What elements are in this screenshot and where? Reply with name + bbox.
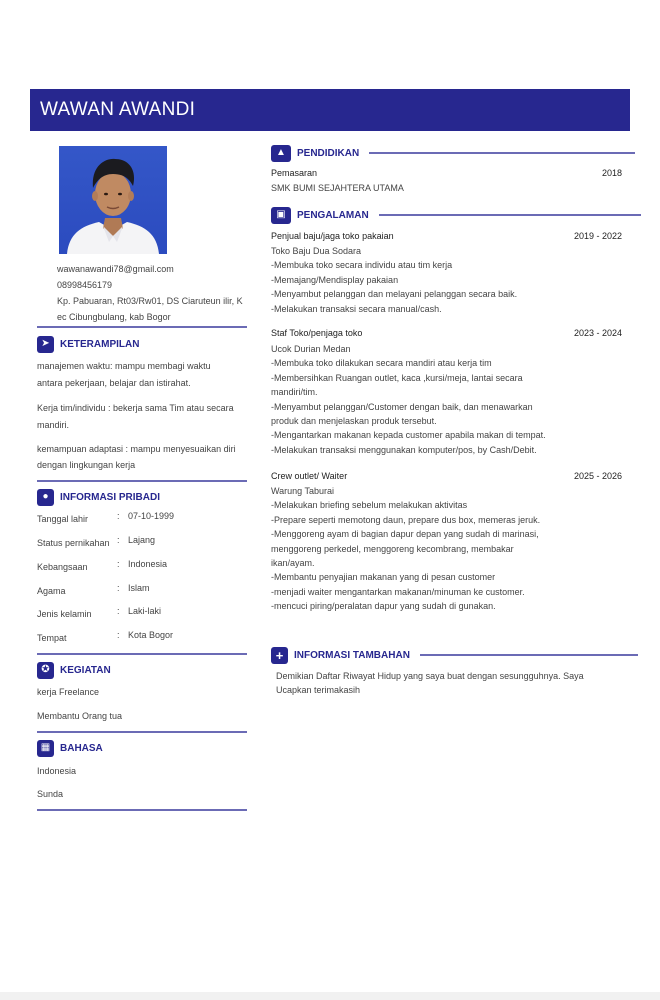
list-item: antara pekerjaan, belajar dan istirahat. [37, 378, 191, 388]
person-portrait-image [59, 146, 167, 254]
divider [37, 326, 247, 328]
job-line: ikan/ayam. [271, 558, 315, 569]
job-line: -Membersihkan Ruangan outlet, kaca ,kursi/meja, lantai secara [271, 372, 523, 383]
job-line: produk dan menjelaskan produk tersebut. [271, 416, 437, 427]
puzzle-icon: ✪ [37, 662, 54, 679]
full-name: WAWAN AWANDI [40, 99, 196, 120]
divider [37, 809, 247, 811]
info-row-tanggal-lahir [37, 511, 247, 528]
job-title: Penjual baju/jaga toko pakaian [271, 231, 394, 241]
job-line: -Melakukan briefing sebelum melakukan aktivitas [271, 500, 468, 511]
info-label: Status pernikahan [37, 538, 110, 548]
job-line: -Melakukan transaksi secara manual/cash. [271, 303, 442, 314]
education-school: SMK BUMI SEJAHTERA UTAMA [271, 183, 404, 193]
info-label: Agama [37, 586, 66, 596]
info-row-status [37, 535, 247, 552]
section-header-pengalaman [271, 206, 641, 224]
job-line: -Prepare seperti memotong daun, prepare dus box, memeras jeruk. [271, 514, 541, 525]
info-row-kebangsaan [37, 559, 247, 576]
section-header-kegiatan [37, 661, 111, 679]
plus-icon: + [271, 647, 288, 664]
job-line: -Menggoreng ayam di bagian dapur depan yang sudah di marinasi, [271, 529, 539, 540]
job-company: Toko Baju Dua Sodara [271, 246, 362, 256]
education-major: Pemasaran [271, 168, 318, 178]
info-value: Lajang [128, 535, 156, 545]
info-value: Islam [128, 583, 150, 593]
job-line: -Membuka toko dilakukan secara mandiri atau kerja tim [271, 358, 492, 369]
job-company: Warung Taburai [271, 486, 335, 496]
job-line: -menjadi waiter mengantarkan makanan/minuman ke customer. [271, 586, 525, 597]
section-title: KETERAMPILAN [60, 338, 140, 350]
job-company: Ucok Durian Medan [271, 344, 351, 354]
job-years: 2019 - 2022 [573, 231, 622, 241]
job-line: -Melakukan transaksi menggunakan komputer/pos, by Cash/Debit. [271, 444, 537, 455]
phone-text: 08998456179 [57, 280, 113, 290]
section-title: INFORMASI TAMBAHAN [294, 649, 410, 661]
closing-line-1: Demikian Daftar Riwayat Hidup yang saya buat dengan sesungguhnya. Saya [276, 671, 584, 681]
divider [37, 731, 247, 733]
section-line [369, 152, 635, 154]
job-line: menggoreng perkedel, menggoreng kecombrang, membakar [271, 543, 514, 554]
job-line: -Menyambut pelanggan dan melayani pelanggan secara baik. [271, 289, 518, 300]
graduation-cap-icon: ▲ [271, 145, 291, 162]
section-header-keterampilan [37, 335, 139, 353]
info-row-tempat [37, 630, 247, 647]
address-line-1: Kp. Pabuaran, Rt03/Rw01, DS Ciaruteun ilir, K [57, 296, 243, 306]
info-value: Kota Bogor [128, 630, 174, 640]
person-icon: ● [37, 489, 54, 506]
colon: : [117, 583, 120, 593]
job-details [271, 484, 631, 614]
divider [37, 480, 247, 482]
section-header-informasi-pribadi [37, 488, 160, 506]
job-line: mandiri/tim. [271, 387, 318, 398]
colon: : [117, 535, 120, 545]
list-item: Membantu Orang tua [37, 711, 123, 721]
job-line: -Membuka toko secara individu atau tim kerja [271, 260, 453, 271]
education-year: 2018 [601, 168, 622, 178]
info-row-jenis-kelamin [37, 606, 247, 623]
page-bottom-strip [0, 992, 660, 1000]
list-item: Sunda [37, 789, 64, 799]
section_title: PENGALAMAN [297, 209, 369, 221]
job-years: 2025 - 2026 [573, 471, 622, 481]
info-value: Laki-laki [128, 606, 162, 616]
briefcase-icon: ▣ [271, 207, 291, 224]
section-title: KEGIATAN [60, 664, 111, 676]
profile-photo [59, 146, 167, 254]
section-header-pendidikan [271, 144, 635, 162]
info-value: Indonesia [128, 559, 168, 569]
section-line [420, 654, 638, 656]
list-item: mandiri. [37, 420, 70, 430]
list-item: kerja Freelance [37, 687, 100, 697]
language-icon: ▦ [37, 740, 54, 757]
job-details [271, 342, 631, 457]
email-text: wawanawandi78@gmail.com [57, 264, 174, 274]
address-line-2: ec Cibungbulang, kab Bogor [57, 312, 171, 322]
info-label: Jenis kelamin [37, 609, 92, 619]
job-line: -Memajang/Mendisplay pakaian [271, 274, 399, 285]
section-line [379, 214, 641, 216]
list-item: Kerja tim/individu : bekerja sama Tim atau secara [37, 403, 234, 413]
job-line: -Menyambut pelanggan/Customer dengan baik, dan menawarkan [271, 401, 533, 412]
colon: : [117, 511, 120, 521]
colon: : [117, 559, 120, 569]
info-label: Kebangsaan [37, 562, 88, 572]
closing-line-2: Ucapkan terimakasih [276, 685, 361, 695]
list-item: dengan lingkungan kerja [37, 460, 136, 470]
section-header-bahasa [37, 739, 103, 757]
job-line: -Mengantarkan makanan kepada customer apabila makan di tempat. [271, 430, 546, 441]
job-line: -mencuci piring/peralatan dapur yang sudah di gunakan. [271, 601, 496, 612]
info-label: Tanggal lahir [37, 514, 89, 524]
job-line: -Membantu penyajian makanan yang di pesan customer [271, 572, 496, 583]
section-title: INFORMASI PRIBADI [60, 491, 160, 503]
list-item: manajemen waktu: mampu membagi waktu [37, 361, 211, 371]
paper-plane-icon: ➤ [37, 336, 54, 353]
section-header-informasi-tambahan [271, 646, 638, 664]
job-details [271, 244, 631, 316]
section-title: BAHASA [60, 742, 103, 754]
info-value: 07-10-1999 [128, 511, 175, 521]
job-title: Crew outlet/ Waiter [271, 471, 348, 481]
info-label: Tempat [37, 633, 67, 643]
name-banner [30, 89, 630, 131]
list-item: kemampuan adaptasi : mampu menyesuaikan diri [37, 444, 236, 454]
section-title: PENDIDIKAN [297, 147, 360, 159]
colon: : [117, 606, 120, 616]
colon: : [117, 630, 120, 640]
info-row-agama [37, 583, 247, 600]
job-title: Staf Toko/penjaga toko [271, 328, 363, 338]
divider [37, 653, 247, 655]
list-item: Indonesia [37, 766, 77, 776]
job-years: 2023 - 2024 [573, 328, 622, 338]
